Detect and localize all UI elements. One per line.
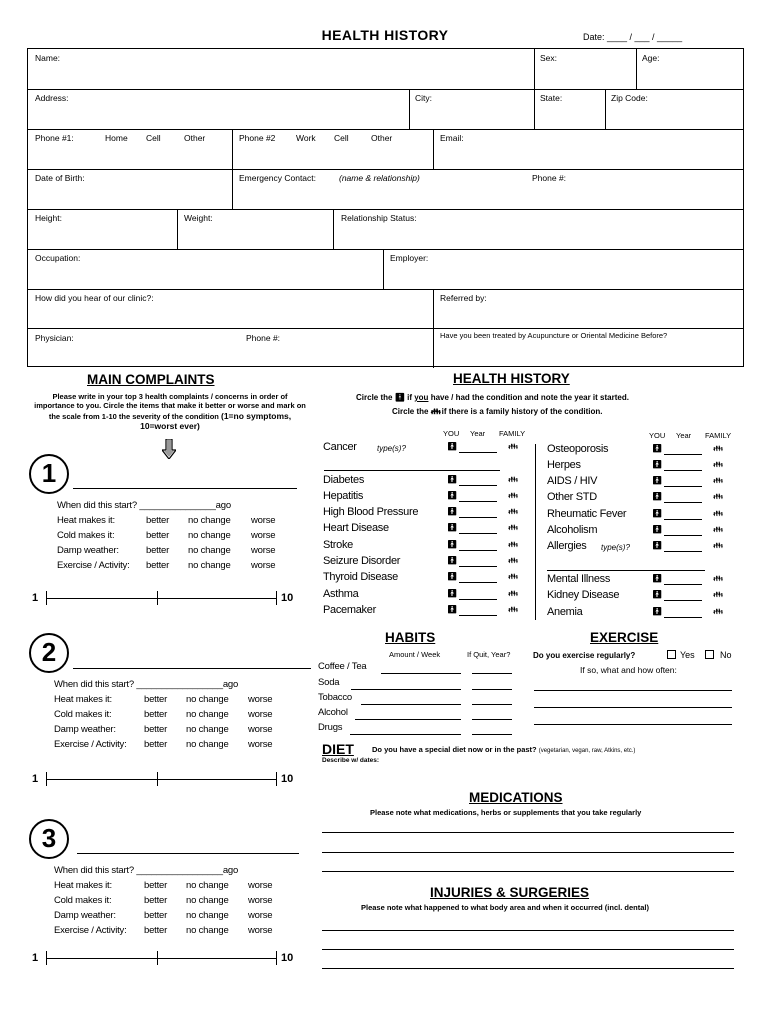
phone1-cell-option[interactable]: Cell (146, 133, 161, 143)
exercise-label: Exercise / Activity: (54, 925, 127, 936)
family-icon[interactable]: 👪︎ (508, 589, 517, 598)
year-blank[interactable] (664, 502, 702, 503)
col-divider (636, 49, 637, 89)
year-blank[interactable] (664, 470, 702, 471)
year-blank[interactable] (459, 550, 497, 551)
better-option[interactable]: better (144, 925, 168, 936)
condition-asthma: Asthma (323, 588, 359, 600)
condition-stroke: Stroke (323, 539, 353, 551)
habit-drugs: Drugs (318, 722, 343, 733)
cancer-type-label: type(s)? (377, 444, 406, 453)
physician-phone-field[interactable]: Phone #: (246, 333, 281, 343)
allergies-type-line[interactable] (547, 570, 705, 571)
instr-text: if (407, 393, 412, 402)
condition-aids-hiv: AIDS / HIV (547, 475, 598, 487)
you-person-icon[interactable]: 🚹︎ (652, 525, 663, 534)
worse-option[interactable]: worse (251, 560, 276, 571)
exercise-line[interactable] (534, 724, 732, 725)
down-arrow-icon (162, 439, 176, 459)
complaint-3-start[interactable]: When did this start? _________________ago (54, 865, 239, 876)
condition-hepatitis: Hepatitis (323, 490, 364, 502)
phone1-field[interactable]: Phone #1: (35, 133, 74, 143)
scale-tick (157, 591, 158, 605)
no-change-option[interactable]: no change (186, 895, 229, 906)
better-option[interactable]: better (146, 515, 170, 526)
col-divider (433, 328, 434, 368)
medication-line[interactable] (322, 832, 734, 833)
condition-rheumatic-fever: Rheumatic Fever (547, 508, 627, 520)
column-divider (535, 444, 536, 620)
severity-scale-3[interactable] (32, 951, 306, 965)
complaint-number-2: 2 (29, 633, 69, 673)
scale-max-label: 10 (281, 952, 294, 964)
habit-amount-line[interactable] (355, 719, 461, 720)
year-blank[interactable] (459, 566, 497, 567)
worse-option[interactable]: worse (248, 910, 273, 921)
no-change-option[interactable]: no change (188, 545, 231, 556)
no-change-option[interactable]: no change (186, 910, 229, 921)
better-option[interactable]: better (144, 895, 168, 906)
instr-you: you (414, 393, 429, 402)
start-suffix: ago (222, 865, 239, 876)
amount-per-week-label: Amount / Week (389, 650, 441, 659)
scale-bar (46, 779, 276, 780)
worse-option[interactable]: worse (248, 694, 273, 705)
height-field[interactable]: Height: (35, 213, 62, 223)
scale-tick (276, 772, 277, 786)
year-blank[interactable] (459, 615, 497, 616)
city-field[interactable]: City: (415, 93, 432, 103)
health-history-heading: HEALTH HISTORY (453, 371, 570, 386)
family-icon[interactable]: 👪︎ (508, 523, 517, 532)
instr-text: if there is a family history of the condition. (441, 407, 603, 416)
row-divider (28, 169, 743, 170)
habits-heading: HABITS (385, 630, 436, 645)
no-change-option[interactable]: no change (186, 880, 229, 891)
quit-year-label: If Quit, Year? (467, 650, 511, 659)
year-blank[interactable] (459, 599, 497, 600)
habit-alcohol: Alcohol (318, 707, 348, 718)
complaints-instructions (32, 392, 308, 432)
worse-option[interactable]: worse (248, 739, 273, 750)
phone2-other-option[interactable]: Other (371, 133, 393, 143)
complaint-number-1: 1 (29, 454, 69, 494)
start-prefix: When did this start? (54, 865, 134, 876)
you-person-icon[interactable]: 🚹︎ (447, 442, 458, 451)
weight-field[interactable]: Weight: (184, 213, 213, 223)
col-divider (333, 209, 334, 249)
person-icon: 🚹︎ (394, 393, 405, 402)
worse-option[interactable]: worse (248, 925, 273, 936)
you-person-icon[interactable]: 🚹︎ (652, 476, 663, 485)
family-icon[interactable]: 👪︎ (713, 574, 722, 583)
condition-anemia: Anemia (547, 606, 583, 618)
scale-tick (157, 951, 158, 965)
email-field[interactable]: Email: (440, 133, 464, 143)
injury-line[interactable] (322, 949, 734, 950)
damp-label: Damp weather: (54, 910, 116, 921)
better-option[interactable]: better (144, 880, 168, 891)
emergency-phone-field[interactable]: Phone #: (532, 173, 567, 183)
page-title: HEALTH HISTORY (321, 27, 449, 43)
col-divider (534, 49, 535, 89)
you-person-icon[interactable]: 🚹︎ (652, 590, 663, 599)
worse-option[interactable]: worse (248, 880, 273, 891)
phone2-field[interactable]: Phone #2 (239, 133, 276, 143)
address-field[interactable]: Address: (35, 93, 69, 103)
year-blank[interactable] (459, 501, 497, 502)
scale-min-label: 1 (32, 952, 39, 964)
exercise-label: Exercise / Activity: (54, 739, 127, 750)
no-change-option[interactable]: no change (188, 515, 231, 526)
you-person-icon[interactable]: 🚹︎ (447, 605, 458, 614)
family-icon[interactable]: 👪︎ (508, 491, 517, 500)
exercise-label: Exercise / Activity: (57, 560, 130, 571)
family-icon[interactable]: 👪︎ (508, 475, 517, 484)
dob-field[interactable]: Date of Birth: (35, 173, 85, 183)
family-icon[interactable]: 👪︎ (713, 444, 722, 453)
scale-bar (46, 598, 276, 599)
better-option[interactable]: better (144, 724, 168, 735)
you-person-icon[interactable]: 🚹︎ (652, 492, 663, 501)
complaint-3-line[interactable] (77, 853, 299, 854)
condition-heart-disease: Heart Disease (323, 522, 389, 534)
better-option[interactable]: better (146, 530, 170, 541)
injury-line[interactable] (322, 930, 734, 931)
condition-herpes: Herpes (547, 459, 581, 471)
year-blank[interactable] (664, 617, 702, 618)
medication-line[interactable] (322, 852, 734, 853)
col-family-left: FAMILY (499, 429, 526, 438)
condition-seizure-disorder: Seizure Disorder (323, 555, 401, 567)
scale-tick (276, 951, 277, 965)
you-person-icon[interactable]: 🚹︎ (652, 574, 663, 583)
habit-amount-line[interactable] (350, 734, 461, 735)
condition-osteoporosis: Osteoporosis (547, 443, 609, 455)
year-blank[interactable] (459, 517, 497, 518)
col-divider (433, 129, 434, 169)
row-divider (28, 209, 743, 210)
you-person-icon[interactable]: 🚹︎ (447, 523, 458, 532)
date-field[interactable]: Date: ____ / ___ / _____ (583, 32, 683, 42)
exercise-line[interactable] (534, 707, 732, 708)
cold-label: Cold makes it: (57, 530, 115, 541)
year-blank[interactable] (459, 582, 497, 583)
scale-max-label: 10 (281, 592, 294, 604)
family-icon[interactable]: 👪︎ (508, 572, 517, 581)
col-divider (433, 289, 434, 328)
relationship-status-field[interactable]: Relationship Status: (341, 213, 417, 223)
exercise-question: Do you exercise regularly? (533, 651, 636, 660)
year-blank[interactable] (664, 486, 702, 487)
age-field[interactable]: Age: (642, 53, 660, 63)
exercise-heading: EXERCISE (590, 630, 659, 645)
history-instruction-1 (356, 394, 629, 402)
col-you-right: YOU (649, 431, 666, 440)
no-change-option[interactable]: no change (186, 925, 229, 936)
year-blank[interactable] (459, 452, 497, 453)
employer-field[interactable]: Employer: (390, 253, 429, 263)
better-option[interactable]: better (144, 694, 168, 705)
medications-note: Please note what medications, herbs or supplements that you take regularly (370, 808, 642, 817)
heat-label: Heat makes it: (57, 515, 115, 526)
col-you-left: YOU (443, 429, 460, 438)
family-icon[interactable]: 👪︎ (713, 476, 722, 485)
phone2-work-option[interactable]: Work (296, 133, 316, 143)
row-divider (28, 289, 743, 290)
exercise-yes-checkbox[interactable] (667, 650, 676, 659)
year-blank[interactable] (664, 584, 702, 585)
referred-by-field[interactable]: Referred by: (440, 293, 487, 303)
family-icon[interactable]: 👪︎ (508, 442, 517, 451)
scale-max-label: 10 (281, 773, 294, 785)
worse-option[interactable]: worse (248, 895, 273, 906)
family-icon[interactable]: 👪︎ (713, 525, 722, 534)
start-prefix: When did this start? (54, 679, 134, 690)
family-icon[interactable]: 👪︎ (713, 607, 722, 616)
instr-text: Circle the (392, 407, 429, 416)
row-divider (28, 328, 743, 329)
you-person-icon[interactable]: 🚹︎ (447, 572, 458, 581)
family-icon[interactable]: 👪︎ (713, 590, 722, 599)
injuries-note: Please note what happened to what body area and when it occurred (incl. dental) (361, 903, 649, 912)
year-blank[interactable] (664, 519, 702, 520)
cold-label: Cold makes it: (54, 895, 112, 906)
damp-label: Damp weather: (54, 724, 116, 735)
medications-heading: MEDICATIONS (469, 790, 563, 805)
condition-high-blood-pressure: High Blood Pressure (323, 506, 419, 518)
year-blank[interactable] (459, 533, 497, 534)
you-person-icon[interactable]: 🚹︎ (652, 509, 663, 518)
no-change-option[interactable]: no change (186, 739, 229, 750)
family-icon[interactable]: 👪︎ (508, 540, 517, 549)
phone1-other-option[interactable]: Other (184, 133, 206, 143)
col-divider (232, 129, 233, 169)
scale-note: (1=no symptoms, 10=worst ever) (140, 410, 292, 432)
family-icon[interactable]: 👪︎ (713, 492, 722, 501)
year-blank[interactable] (664, 600, 702, 601)
family-icon[interactable]: 👪︎ (713, 541, 722, 550)
you-person-icon[interactable]: 🚹︎ (447, 475, 458, 484)
condition-thyroid-disease: Thyroid Disease (323, 571, 398, 583)
sex-field[interactable]: Sex: (540, 53, 558, 63)
worse-option[interactable]: worse (251, 515, 276, 526)
better-option[interactable]: better (144, 910, 168, 921)
severity-scale-1[interactable] (32, 591, 306, 605)
worse-option[interactable]: worse (251, 530, 276, 541)
habit-coffee-tea: Coffee / Tea (318, 661, 367, 672)
family-icon[interactable]: 👪︎ (713, 509, 722, 518)
diet-question-text: Do you have a special diet now or in the past? (372, 745, 537, 754)
diet-describe-label[interactable]: Describe w/ dates: (322, 757, 380, 764)
cold-label: Cold makes it: (54, 709, 112, 720)
year-blank[interactable] (664, 535, 702, 536)
col-year-right: Year (676, 431, 692, 440)
col-divider (232, 169, 233, 209)
injuries-heading: INJURIES & SURGERIES (430, 885, 590, 900)
exercise-followup: If so, what and how often: (580, 665, 677, 675)
emergency-contact-note: (name & relationship) (339, 173, 420, 183)
family-icon[interactable]: 👪︎ (508, 507, 517, 516)
row-divider (28, 249, 743, 250)
condition-mental-illness: Mental Illness (547, 573, 611, 585)
medication-line[interactable] (322, 871, 734, 872)
condition-allergies: Allergies (547, 540, 587, 552)
diet-heading: DIET (322, 741, 354, 757)
better-option[interactable]: better (144, 739, 168, 750)
state-field[interactable]: State: (540, 93, 563, 103)
scale-tick (157, 772, 158, 786)
complaint-2-start[interactable]: When did this start? _________________ago (54, 679, 239, 690)
habit-quit-line[interactable] (472, 673, 512, 674)
condition-cancer: Cancer (323, 441, 357, 453)
scale-tick (276, 591, 277, 605)
habit-soda: Soda (318, 677, 340, 688)
complaints-instructions-text: Please write in your top 3 health complaints / concerns in order of importance to you. Circle the items that make it better or worse and mark on the scale from 1-10 the severity of the condition (34, 392, 306, 421)
exercise-line[interactable] (534, 690, 732, 691)
you-person-icon[interactable]: 🚹︎ (447, 540, 458, 549)
better-option[interactable]: better (146, 545, 170, 556)
no-change-option[interactable]: no change (186, 724, 229, 735)
severity-scale-2[interactable] (32, 772, 306, 786)
you-person-icon[interactable]: 🚹︎ (652, 444, 663, 453)
you-person-icon[interactable]: 🚹︎ (447, 507, 458, 516)
worse-option[interactable]: worse (248, 709, 273, 720)
scale-min-label: 1 (32, 592, 39, 604)
phone1-home-option[interactable]: Home (105, 133, 128, 143)
you-person-icon[interactable]: 🚹︎ (652, 541, 663, 550)
habit-amount-line[interactable] (351, 689, 461, 690)
year-blank[interactable] (459, 485, 497, 486)
col-year-left: Year (470, 429, 486, 438)
you-person-icon[interactable]: 🚹︎ (447, 556, 458, 565)
scale-bar (46, 958, 276, 959)
exercise-no-label: No (720, 650, 732, 660)
condition-kidney-disease: Kidney Disease (547, 589, 620, 601)
complaint-1-line[interactable] (73, 488, 297, 489)
you-person-icon[interactable]: 🚹︎ (447, 589, 458, 598)
family-icon[interactable]: 👪︎ (508, 556, 517, 565)
family-icon[interactable]: 👪︎ (508, 605, 517, 614)
better-option[interactable]: better (144, 709, 168, 720)
patient-info-grid (27, 48, 744, 367)
start-suffix: ago (222, 679, 239, 690)
col-divider (383, 249, 384, 289)
no-change-option[interactable]: no change (186, 694, 229, 705)
condition-other-std: Other STD (547, 491, 597, 503)
habit-quit-line[interactable] (472, 704, 512, 705)
year-blank[interactable] (664, 454, 702, 455)
no-change-option[interactable]: no change (188, 560, 231, 571)
cancer-type-line[interactable] (324, 470, 500, 471)
habit-amount-line[interactable] (381, 673, 461, 674)
you-person-icon[interactable]: 🚹︎ (652, 607, 663, 616)
complaint-number-3: 3 (29, 819, 69, 859)
complaint-1-start[interactable]: When did this start? _______________ago (57, 500, 231, 511)
exercise-yes-label: Yes (680, 650, 695, 660)
damp-label: Damp weather: (57, 545, 119, 556)
col-divider (605, 89, 606, 129)
year-blank[interactable] (664, 551, 702, 552)
zip-field[interactable]: Zip Code: (611, 93, 648, 103)
complaint-2-line[interactable] (73, 668, 311, 669)
emergency-contact-field[interactable]: Emergency Contact: (239, 173, 317, 183)
acupuncture-question[interactable]: Have you been treated by Acupuncture or Oriental Medicine Before? (440, 331, 668, 340)
better-option[interactable]: better (146, 560, 170, 571)
worse-option[interactable]: worse (251, 545, 276, 556)
habit-tobacco: Tobacco (318, 692, 352, 703)
row-divider (28, 129, 743, 130)
start-prefix: When did this start? (57, 500, 137, 511)
habit-amount-line[interactable] (361, 704, 461, 705)
scale-min-label: 1 (32, 773, 39, 785)
col-divider (534, 89, 535, 129)
instr-text: have / had the condition and note the year it started. (430, 393, 629, 402)
condition-alcoholism: Alcoholism (547, 524, 598, 536)
condition-diabetes: Diabetes (323, 474, 365, 486)
heat-label: Heat makes it: (54, 694, 112, 705)
heat-label: Heat makes it: (54, 880, 112, 891)
no-change-option[interactable]: no change (188, 530, 231, 541)
worse-option[interactable]: worse (248, 724, 273, 735)
exercise-no-checkbox[interactable] (705, 650, 714, 659)
habit-quit-line[interactable] (472, 689, 512, 690)
physician-field[interactable]: Physician: (35, 333, 74, 343)
col-divider (409, 89, 410, 129)
habit-quit-line[interactable] (472, 734, 512, 735)
phone2-cell-option[interactable]: Cell (334, 133, 349, 143)
habit-quit-line[interactable] (472, 719, 512, 720)
col-divider (177, 209, 178, 249)
family-icon: 👪︎ (430, 407, 440, 416)
occupation-field[interactable]: Occupation: (35, 253, 81, 263)
start-suffix: ago (215, 500, 231, 511)
name-field[interactable]: Name: (35, 53, 61, 63)
instr-text: Circle the (356, 393, 393, 402)
family-icon[interactable]: 👪︎ (713, 460, 722, 469)
referral-source-field[interactable]: How did you hear of our clinic?: (35, 293, 154, 303)
row-divider (28, 89, 743, 90)
injury-line[interactable] (322, 968, 734, 969)
allergies-type-label: type(s)? (601, 543, 630, 552)
history-instruction-2 (392, 408, 603, 416)
condition-pacemaker: Pacemaker (323, 604, 376, 616)
you-person-icon[interactable]: 🚹︎ (447, 491, 458, 500)
main-complaints-heading: MAIN COMPLAINTS (87, 372, 215, 387)
no-change-option[interactable]: no change (186, 709, 229, 720)
diet-question (372, 746, 635, 754)
diet-examples: (vegetarian, vegan, raw, Atkins, etc.) (538, 748, 636, 754)
col-family-right: FAMILY (705, 431, 732, 440)
you-person-icon[interactable]: 🚹︎ (652, 460, 663, 469)
